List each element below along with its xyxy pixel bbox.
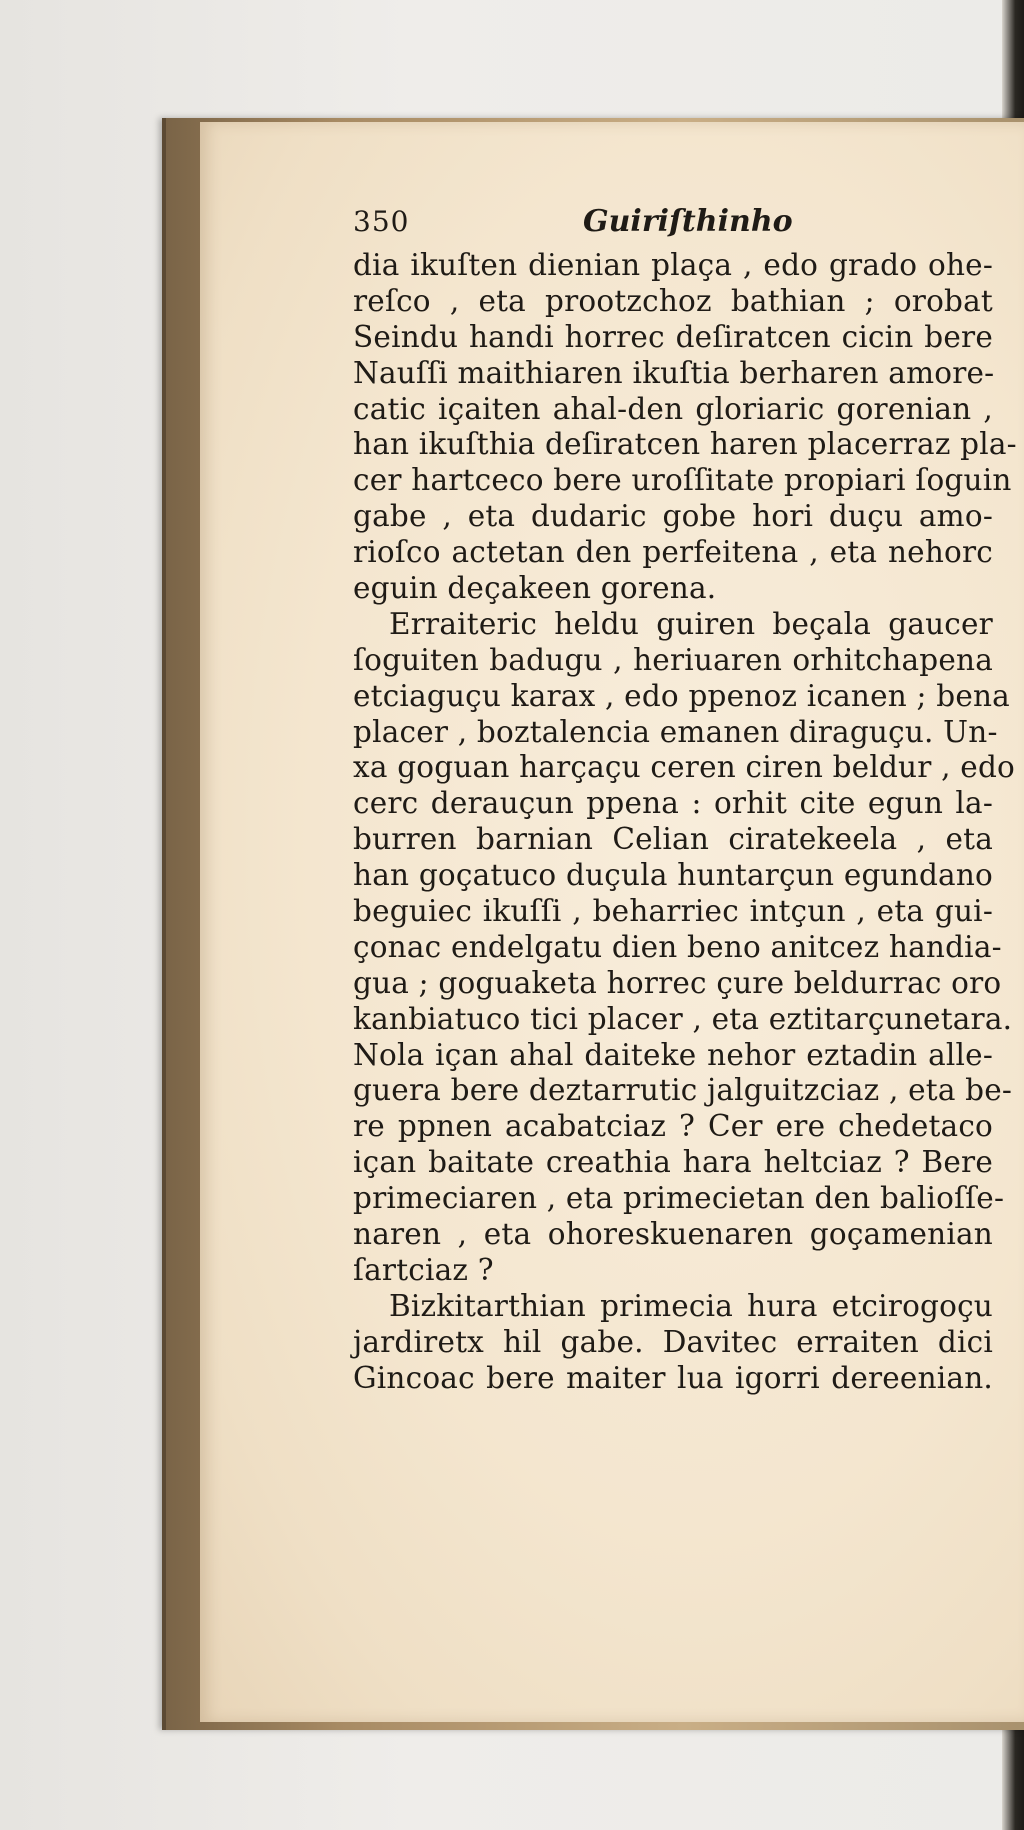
text-line: placer , boztalencia emanen diraguçu. Un- — [353, 714, 998, 749]
text-line: naren , eta ohoreskuenaren goçamenian — [353, 1217, 993, 1252]
text-line: çonac endelgatu dien beno anitcez handia- — [353, 929, 1002, 964]
paragraph-3 — [353, 1289, 993, 1397]
paragraph-2 — [353, 606, 1015, 1289]
text-line: ſartciaz ? — [353, 1252, 494, 1287]
text-line: eguin deçakeen gorena. — [353, 571, 717, 606]
text-line: cer hartceco bere uroſſitate propiari ſoguin — [353, 463, 1012, 498]
running-title: Guiriſthinho — [583, 204, 793, 239]
text-line: Nauſſi maithiaren ikuſtia berharen amore- — [353, 355, 995, 390]
page-number: 350 — [353, 205, 410, 238]
text-line: han goçatuco duçula huntarçun egundano — [353, 858, 993, 893]
text-line: kanbiatuco tici placer , eta eztitarçunetara. — [353, 1001, 1013, 1036]
page-body — [353, 204, 1017, 1397]
text-line: re ppnen acabatciaz ? Cer ere chedetaco — [353, 1109, 993, 1144]
text-line: içan baitate creathia hara heltciaz ? Bere — [353, 1145, 993, 1180]
text-line: Erraiteric heldu guiren beçala gaucer — [389, 606, 993, 641]
text-line: gua ; goguaketa horrec çure beldurrac oro — [353, 965, 1002, 1000]
text-line: jardiretx hil gabe. Davitec erraiten dici — [353, 1324, 993, 1359]
text-line: catic içaiten ahal-den gloriaric gorenian , — [353, 391, 993, 426]
text-line: ſoguiten badugu , heriuaren orhitchapena — [353, 642, 993, 677]
text-line: dia ikuſten dienian plaça , edo grado ohe- — [353, 248, 993, 282]
text-line: Bizkitarthian primecia hura etcirogoçu — [389, 1288, 993, 1323]
text-line: rioſco actetan den perfeitena , eta nehorc — [353, 535, 993, 570]
text-line: reſco , eta prootzchoz bathian ; orobat — [353, 283, 993, 318]
book-page — [200, 122, 1024, 1722]
text-line: beguiec ikuſſi , beharriec intçun , eta gui- — [353, 894, 993, 929]
running-head — [353, 204, 993, 248]
text-line: primeciaren , eta primecietan den balioſſe- — [353, 1181, 1005, 1216]
text-line: guera bere deztarrutic jalguitzciaz , eta be- — [353, 1073, 1013, 1108]
text-line: etciaguçu karax , edo ppenoz icanen ; bena — [353, 678, 1010, 713]
text-line: Seindu handi horrec deſiratcen cicin bere — [353, 319, 993, 354]
text-line: gabe , eta dudaric gobe hori duçu amo- — [353, 499, 993, 534]
text-line: xa goguan harçaçu ceren ciren beldur , edo — [353, 750, 1015, 785]
text-line: cerc derauçun ppena : orhit cite egun la- — [353, 786, 993, 821]
text-line: Nola içan ahal daiteke nehor eztadin alle- — [353, 1037, 993, 1072]
text-line: burren barnian Celian ciratekeela , eta — [353, 822, 993, 857]
text-line: Gincoac bere maiter lua igorri dereenian. — [353, 1360, 993, 1395]
text-line: han ikuſthia deſiratcen haren placerraz pla- — [353, 427, 1017, 462]
paragraph-1 — [353, 248, 1017, 607]
